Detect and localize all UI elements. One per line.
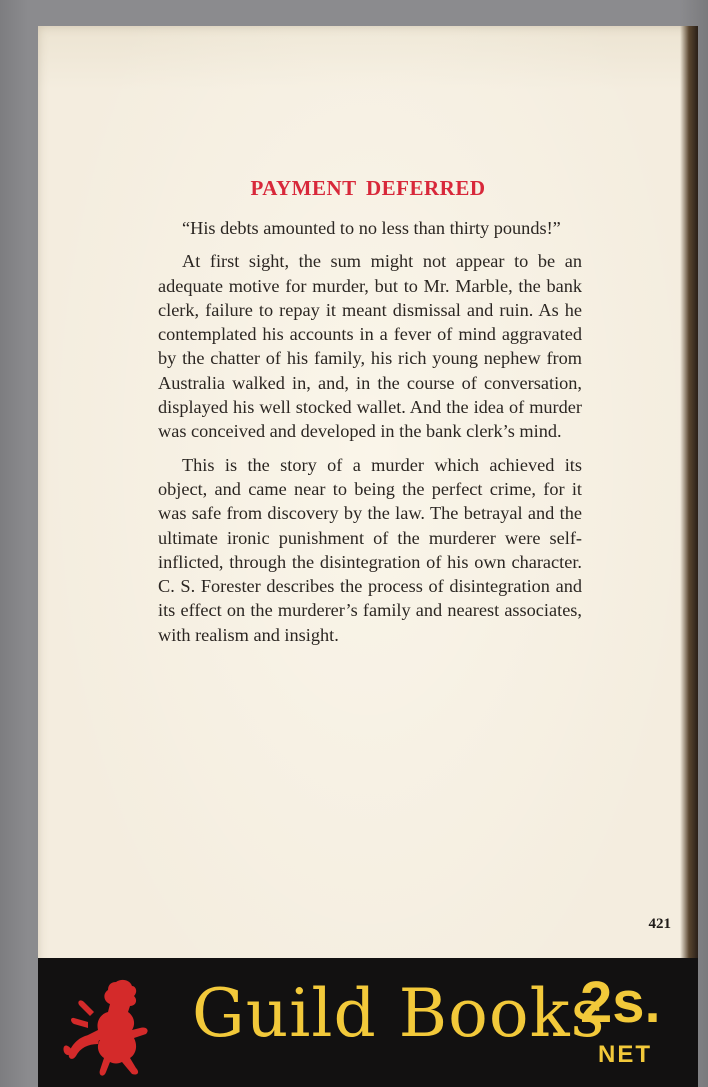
price: 2s. <box>580 970 661 1035</box>
price-net-label: NET <box>598 1041 652 1068</box>
blurb-paragraph: “His debts amounted to no less than thirty pounds!” <box>182 218 561 238</box>
publisher-band <box>38 958 698 1087</box>
blurb-paragraph: This is the story of a murder which achieved its object, and came near to being the perfect crime, for it was safe from discovery by the law. The betrayal and the ultimate ironic punishment of the murderer were self-inflicted, through the disintegration of his own character. C. S. Forester describes the process of disintegration and its effect on the murderer’s family and nearest associates, with realism and insight. <box>158 454 582 645</box>
blurb <box>158 216 582 656</box>
blurb-paragraph: At first sight, the sum might not appear to be an adequate motive for murder, but to Mr. Marble, the bank clerk, failure to repay it meant dismissal and ruin. As he contemplated his accounts in a fever of mind aggravated by the chatter of his family, his rich young nephew from Australia walked in, and, in the course of conversation, displayed his well stocked wallet. And the idea of murder was conceived and developed in the bank clerk’s mind. <box>158 251 582 442</box>
book-title: PAYMENT DEFERRED <box>250 176 486 200</box>
book-back-cover <box>38 26 698 1087</box>
rampant-lion-icon <box>58 972 158 1082</box>
publisher-name: Guild Books <box>192 975 606 1052</box>
catalog-number: 421 <box>648 916 671 932</box>
